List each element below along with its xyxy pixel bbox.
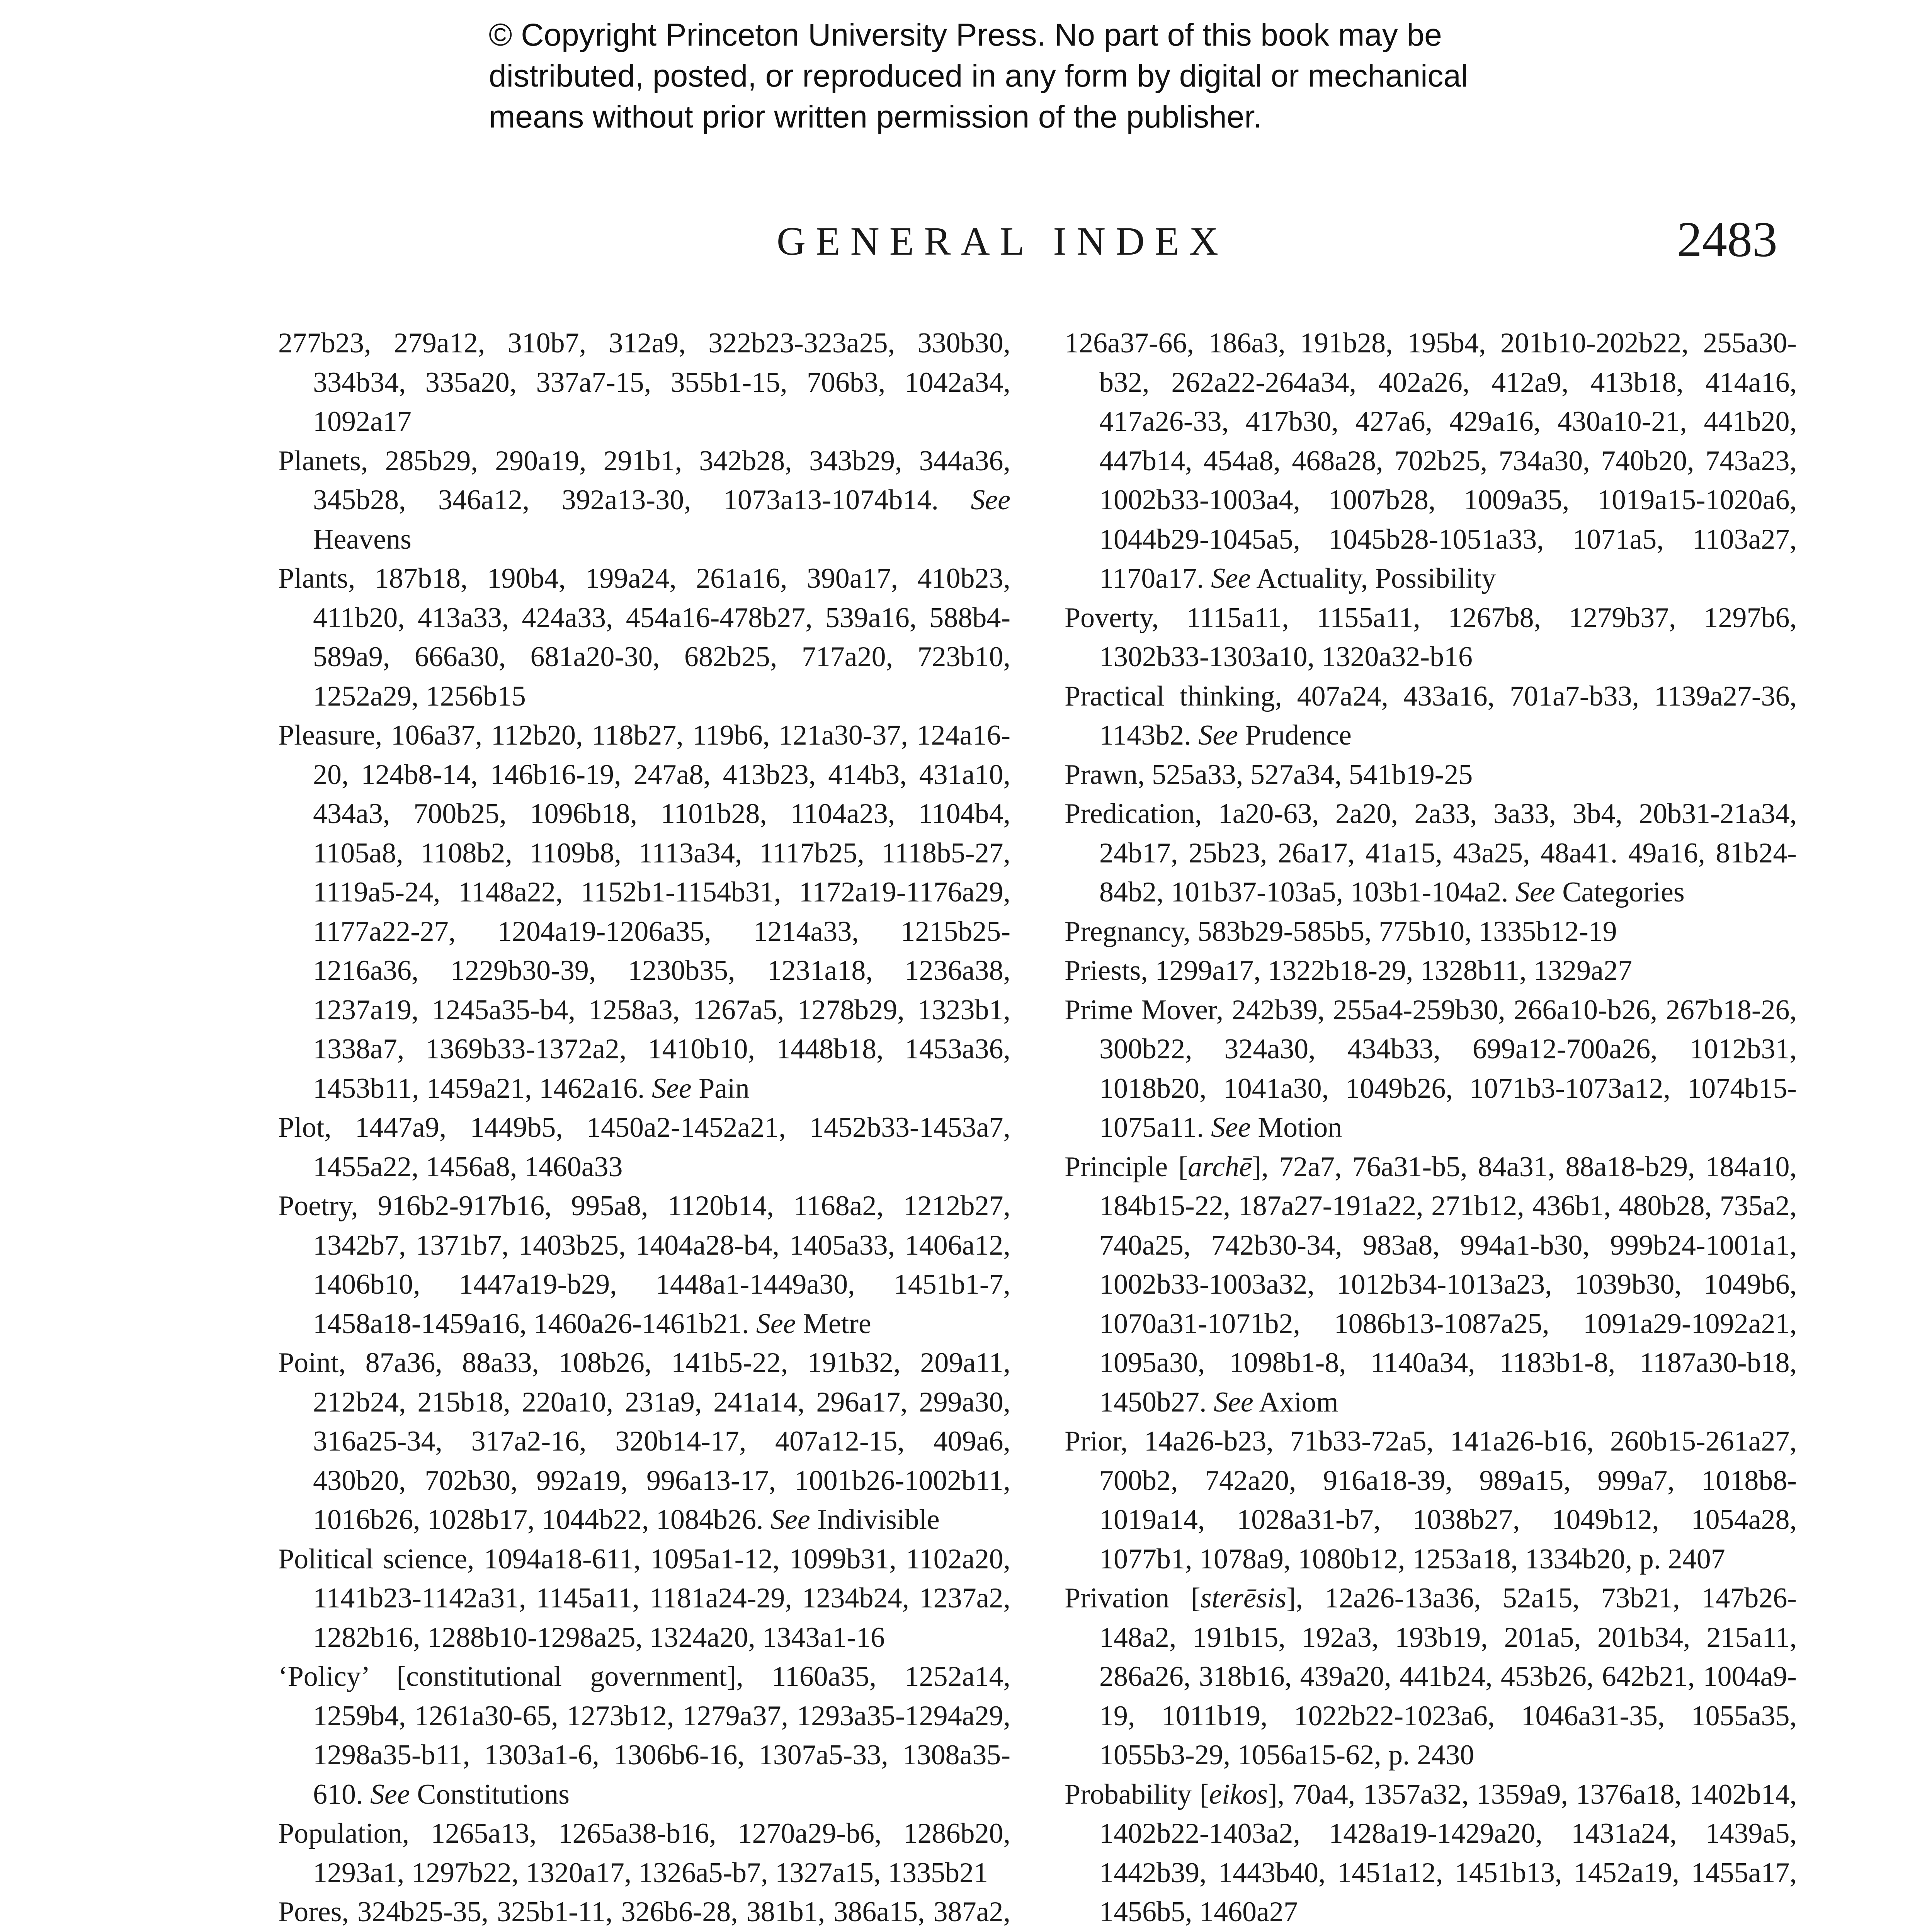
index-entry-italic-text: archē [1188,1151,1252,1183]
index-entry [1065,912,1797,952]
index-entry-text: 277b23, 279a12, 310b7, 312a9, 322b23-323a25, 330b30, 334b34, 335a20, 337a7-15, 355b1-15, 706b3, 1042a34, 1092a17 [278,327,1010,437]
index-entry [1065,599,1797,677]
index-entry-text: Practical thinking, 407a24, 433a16, 701a7-b33, 1139a27-36, 1143b2. [1065,680,1797,751]
index-entry-text: Pregnancy, 583b29-585b5, 775b10, 1335b12-19 [1065,915,1617,947]
index-entry-italic-text: See [971,484,1010,516]
copyright-line: means without prior written permission of the publisher. [489,99,1262,134]
index-entry-text: Poverty, 1115a11, 1155a11, 1267b8, 1279b37, 1297b6, 1302b33-1303a10, 1320a32-b16 [1065,602,1797,673]
index-entry-italic-text: See [1515,876,1555,908]
index-entry [1065,991,1797,1148]
index-entry [278,559,1010,716]
index-entry-text: Privation [ [1065,1582,1201,1614]
index-entry-italic-text: eikos [1209,1778,1268,1810]
index-entry-italic-text: See [756,1308,796,1340]
index-entry-italic-text: See [1214,1386,1253,1418]
index-entry-text: Constitutions [410,1778,570,1810]
index-entry [278,1344,1010,1540]
index-entry-text: Indivisible [810,1504,940,1536]
index-entry [1065,951,1797,991]
index-column-right [1065,324,1797,1932]
index-entry-text: Political science, 1094a18-611, 1095a1-12, 1099b31, 1102a20, 1141b23-1142a31, 1145a11, 1181a24-29, 1234b24, 1237a2, 1282b16, 1288b10-1298a25, 1324a20, 1343a1-16 [278,1543,1010,1653]
index-entry-text: Metre [796,1308,871,1340]
index-entry [278,716,1010,1108]
running-head: GENERAL INDEX [777,219,1228,264]
index-entry-text: Prawn, 525a33, 527a34, 541b19-25 [1065,759,1473,791]
index-entry [1065,677,1797,755]
index-entry [278,1187,1010,1344]
index-entry [1065,1422,1797,1579]
index-entry-italic-text: See [770,1504,810,1536]
index-entry [1065,1775,1797,1932]
index-entry-text: Categories [1555,876,1685,908]
index-entry-text: Pain [691,1072,750,1104]
index-entry-text: ], 72a7, 76a31-b5, 84a31, 88a18-b29, 184a10, 184b15-22, 187a27-191a22, 271b12, 436b1, 480b28, 735a2, 740a25, 742b30-34, 983a8, 994a1-b30, 999b24-1001a1, 1002b33-1003a32, 1012b34-1013a23, 1039b30, 1049b6, 1070a31-1071b2, 1086b13-1087a25, 1091a29-1092a21, 1095a30, 1098b1-8, 1140a34, 1183b1-8, 1187a30-b18, 1450b27. [1099,1151,1797,1418]
index-entry-text: Prudence [1238,719,1352,751]
index-entry [278,442,1010,560]
index-entry-text: Heavens [313,523,412,555]
copyright-line: distributed, posted, or reproduced in any form by digital or mechanical [489,58,1468,94]
index-entry-text: Poetry, 916b2-917b16, 995a8, 1120b14, 1168a2, 1212b27, 1342b7, 1371b7, 1403b25, 1404a28-b4, 1405a33, 1406a12, 1406b10, 1447a19-b29, 1448a1-1449a30, 1451b1-7, 1458a18-1459a16, 1460a26-1461b21. [278,1190,1010,1340]
index-entry [278,1108,1010,1187]
index-entry-text: ‘Policy’ [constitutional government], 1160a35, 1252a14, 1259b4, 1261a30-65, 1273b12, 1279a37, 1293a35-1294a29, 1298a35-b11, 1303a1-6, 1306b6-16, 1307a5-33, 1308a35-610. [278,1661,1010,1810]
index-entry-text: Actuality, Possibility [1250,563,1496,594]
index-entry [278,1657,1010,1814]
index-entry-text: Predication, 1a20-63, 2a20, 2a33, 3a33, 3b4, 20b31-21a34, 24b17, 25b23, 26a17, 41a15, 43a25, 48a41. 49a16, 81b24-84b2, 101b37-103a5, 103b1-104a2. [1065,798,1797,908]
copyright-notice [489,15,1764,138]
copyright-line: © Copyright Princeton University Press. No part of this book may be [489,17,1442,53]
index-entry-italic-text: See [1211,1112,1251,1143]
index-entry-text: Principle [ [1065,1151,1188,1183]
index-entry [1065,794,1797,912]
index-entry [278,1540,1010,1658]
index-column-left [278,324,1010,1932]
index-entry-text: Pores, 324b25-35, 325b1-11, 326b6-28, 381b1, 386a15, 387a2, [278,1896,1010,1928]
index-entry-text: 126a37-66, 186a3, 191b28, 195b4, 201b10-202b22, 255a30-b32, 262a22-264a34, 402a26, 412a9, 413b18, 414a16, 417a26-33, 417b30, 427a6, 429a16, 430a10-21, 441b20, 447b14, 454a8, 468a28, 702b25, 734a30, 740b20, 743a23, 1002b33-1003a4, 1007b28, 1009a35, 1019a15-1020a6, 1044b29-1045a5, 1045b28-1051a33, 1071a5, 1103a27, 1170a17. [1065,327,1797,594]
index-entry [278,324,1010,442]
index-entry-text: Plot, 1447a9, 1449b5, 1450a2-1452a21, 1452b33-1453a7, 1455a22, 1456a8, 1460a33 [278,1112,1010,1183]
index-entry-text: Probability [ [1065,1778,1209,1810]
index-entry-italic-text: See [1211,563,1251,594]
index-entry-text: ], 70a4, 1357a32, 1359a9, 1376a18, 1402b14, 1402b22-1403a2, 1428a19-1429a20, 1431a24, 1439a5, 1442b39, 1443b40, 1451a12, 1451b13, 1452a19, 1455a17, 1456b5, 1460a27 [1099,1778,1797,1928]
index-entry [1065,1148,1797,1422]
index-entry-italic-text: See [1198,719,1238,751]
index-entry-italic-text: sterēsis [1200,1582,1286,1614]
index-entry [1065,755,1797,795]
index-entry-text: Motion [1250,1112,1342,1143]
index-entry [278,1814,1010,1893]
index-entry-italic-text: See [651,1072,692,1104]
index-entry-text: Axiom [1253,1386,1338,1418]
index-entry-text: Prior, 14a26-b23, 71b33-72a5, 141a26-b16, 260b15-261a27, 700b2, 742a20, 916a18-39, 989a15, 999a7, 1018b8-1019a14, 1028a31-b7, 1038b27, 1049b12, 1054a28, 1077b1, 1078a9, 1080b12, 1253a18, 1334b20, p. 2407 [1065,1425,1797,1575]
index-entry [278,1893,1010,1932]
index-entry-text: ], 12a26-13a36, 52a15, 73b21, 147b26-148a2, 191b15, 192a3, 193b19, 201a5, 201b34, 215a11, 286a26, 318b16, 439a20, 441b24, 453b26, 642b21, 1004a9-19, 1011b19, 1022b22-1023a6, 1046a31-35, 1055a35, 1055b3-29, 1056a15-62, p. 2430 [1099,1582,1797,1771]
index-entry-text: Plants, 187b18, 190b4, 199a24, 261a16, 390a17, 410b23, 411b20, 413a33, 424a33, 454a16-478b27, 539a16, 588b4-589a9, 666a30, 681a20-30, 682b25, 717a20, 723b10, 1252a29, 1256b15 [278,563,1010,712]
index-entry [1065,1579,1797,1775]
index-entry-text: Point, 87a36, 88a33, 108b26, 141b5-22, 191b32, 209a11, 212b24, 215b18, 220a10, 231a9, 241a14, 296a17, 299a30, 316a25-34, 317a2-16, 320b14-17, 407a12-15, 409a6, 430b20, 702b30, 992a19, 996a13-17, 1001b26-1002b11, 1016b26, 1028b17, 1044b22, 1084b26. [278,1347,1010,1536]
index-entry [1065,324,1797,599]
index-entry-text: Prime Mover, 242b39, 255a4-259b30, 266a10-b26, 267b18-26, 300b22, 324a30, 434b33, 699a12-700a26, 1012b31, 1018b20, 1041a30, 1049b26, 1071b3-1073a12, 1074b15-1075a11. [1065,994,1797,1143]
index-entry-text: Population, 1265a13, 1265a38-b16, 1270a29-b6, 1286b20, 1293a1, 1297b22, 1320a17, 1326a5-b7, 1327a15, 1335b21 [278,1818,1010,1889]
index-entry-text: Pleasure, 106a37, 112b20, 118b27, 119b6, 121a30-37, 124a16-20, 124b8-14, 146b16-19, 247a8, 413b23, 414b3, 431a10, 434a3, 700b25, 1096b18, 1101b28, 1104a23, 1104b4, 1105a8, 1108b2, 1109b8, 1113a34, 1117b25, 1118b5-27, 1119a5-24, 1148a22, 1152b1-1154b31, 1172a19-1176a29, 1177a22-27, 1204a19-1206a35, 1214a33, 1215b25-1216a36, 1229b30-39, 1230b35, 1231a18, 1236a38, 1237a19, 1245a35-b4, 1258a3, 1267a5, 1278b29, 1323b1, 1338a7, 1369b33-1372a2, 1410b10, 1448b18, 1453a36, 1453b11, 1459a21, 1462a16. [278,719,1010,1104]
page-number: 2483 [1677,212,1777,267]
index-entry-italic-text: See [370,1778,410,1810]
index-entry-text: Priests, 1299a17, 1322b18-29, 1328b11, 1329a27 [1065,955,1632,986]
index-entry-text: Planets, 285b29, 290a19, 291b1, 342b28, 343b29, 344a36, 345b28, 346a12, 392a13-30, 1073a13-1074b14. [278,445,1010,516]
